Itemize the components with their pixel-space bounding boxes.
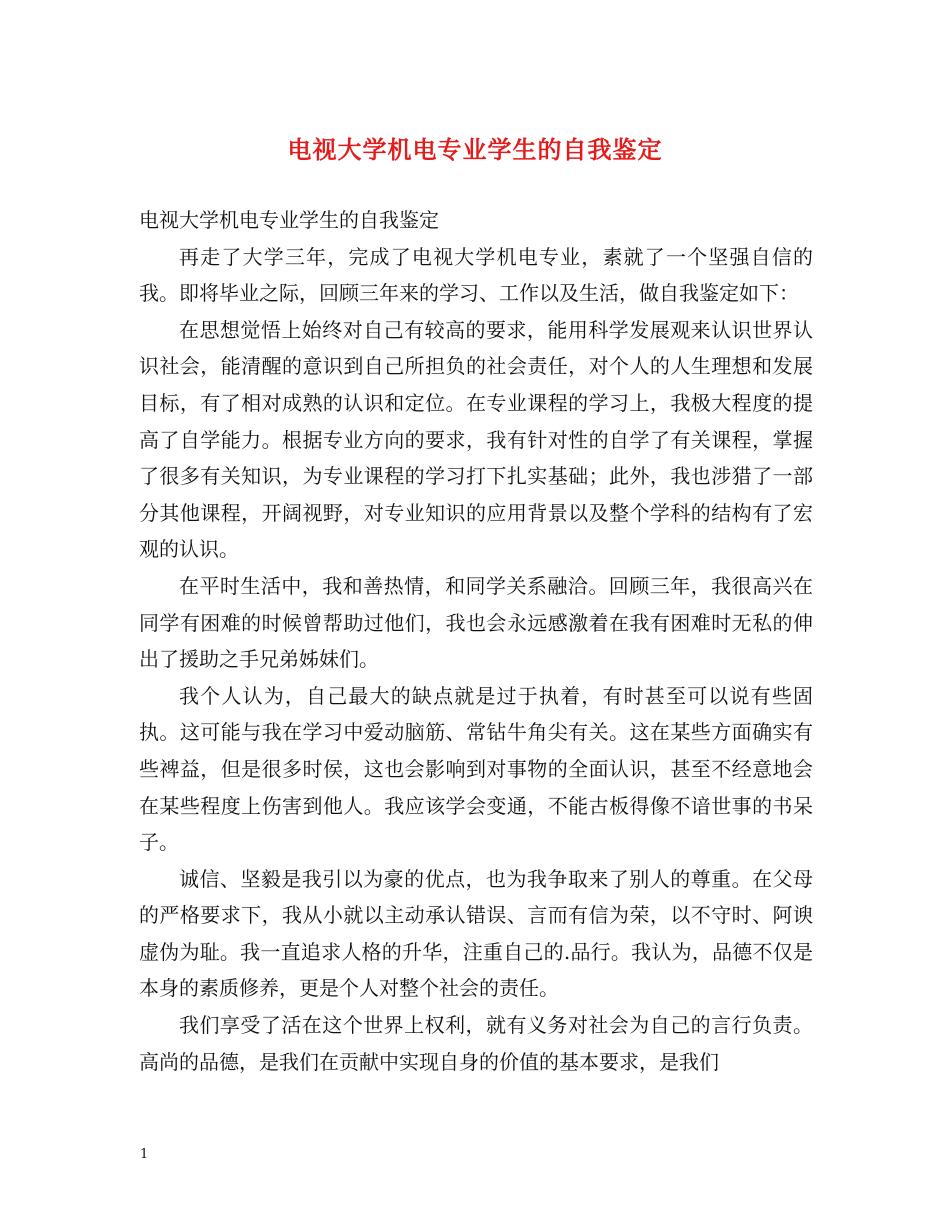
document-body — [139, 202, 813, 1080]
paragraph-4: 我个人认为，自己最大的缺点就是过于执着，有时甚至可以说有些固执。这可能与我在学习中爱动脑筋、常钻牛角尖有关。这在某些方面确实有些裨益，但是很多时侯，这也会影响到对事物的全面认识，甚至不经意地会在某些程度上伤害到他人。我应该学会变通，不能古板得像不谙世事的书呆子。 — [139, 683, 813, 855]
page-number: 1 — [140, 1147, 149, 1162]
paragraph-3: 在平时生活中，我和善热情，和同学关系融洽。回顾三年，我很高兴在同学有困难的时候曾帮助过他们，我也会永远感激着在我有困难时无私的伸出了援助之手兄弟姊妹们。 — [139, 573, 813, 672]
paragraph-6: 我们享受了活在这个世界上权利，就有义务对社会为自己的言行负责。高尚的品德，是我们在贡献中实现自身的价值的基本要求，是我们 — [139, 1013, 813, 1074]
paragraph-1: 再走了大学三年，完成了电视大学机电专业，素就了一个坚强自信的我。即将毕业之际，回顾三年来的学习、工作以及生活，做自我鉴定如下： — [139, 244, 813, 306]
document-title: 电视大学机电专业学生的自我鉴定 — [287, 135, 663, 164]
paragraph-5: 诚信、坚毅是我引以为豪的优点，也为我争取来了别人的尊重。在父母的严格要求下，我从小就以主动承认错误、言而有信为荣，以不守时、阿谀虚伪为耻。我一直追求人格的升华，注重自己的.品行。我认为，品德不仅是本身的素质修养，更是个人对整个社会的责任。 — [139, 866, 813, 1001]
paragraph-2: 在思想觉悟上始终对自己有较高的要求，能用科学发展观来认识世界认识社会，能清醒的意识到自己所担负的社会责任，对个人的人生理想和发展目标，有了相对成熟的认识和定位。在专业课程的学习上，我极大程度的提高了自学能力。根据专业方向的要求，我有针对性的自学了有关课程，掌握了很多有关知识，为专业课程的学习打下扎实基础；此外，我也涉猎了一部分其他课程，开阔视野，对专业知识的应用背景以及整个学科的结构有了宏观的认识。 — [139, 317, 813, 562]
document-subtitle: 电视大学机电专业学生的自我鉴定 — [139, 208, 439, 232]
